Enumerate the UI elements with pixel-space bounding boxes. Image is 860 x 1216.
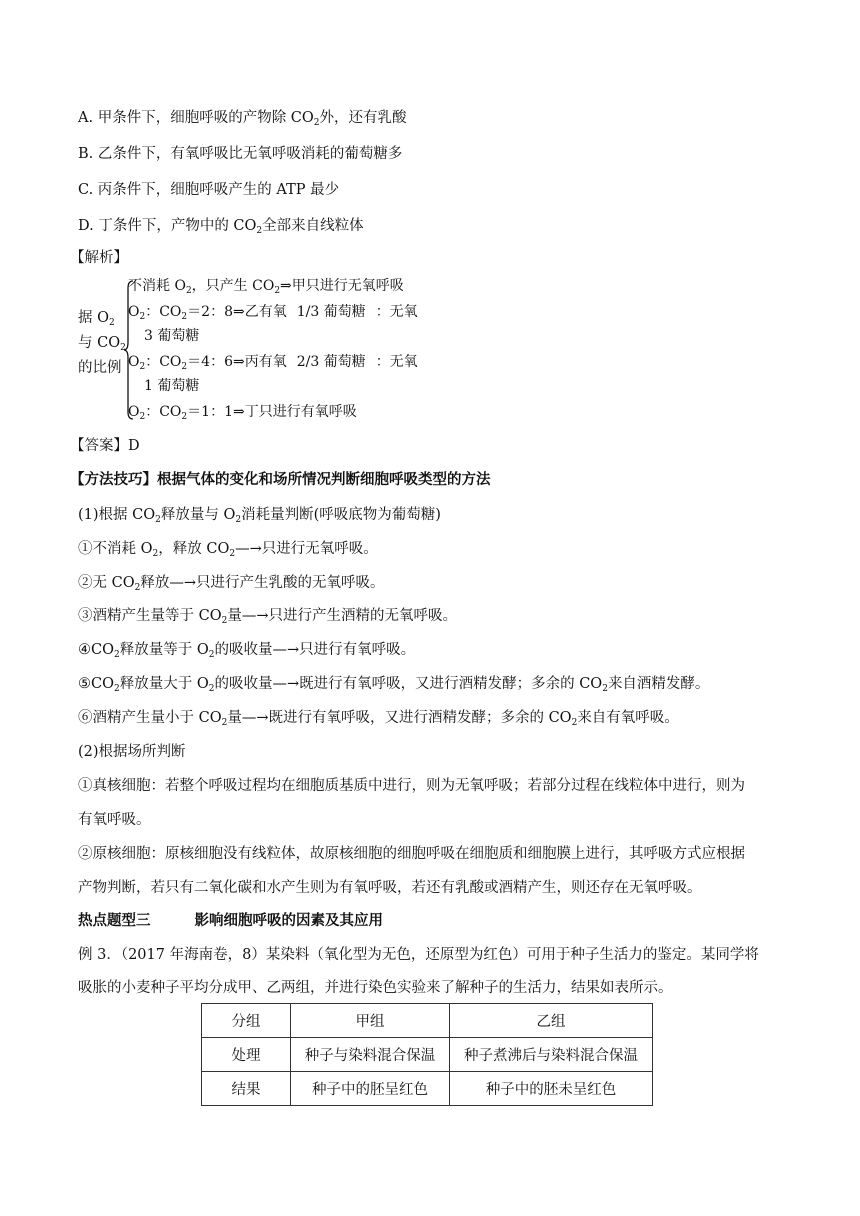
table-cell: 分组 (202, 1004, 291, 1038)
example-line1: 例 3．（2017 年海南卷，8）某染料（氧化型为无色，还原型为红色）可用于种子生活力的鉴定。某同学将 (78, 947, 759, 963)
left-brace-icon (124, 280, 134, 420)
brace-row-bing: $O_2$：$CO_2=4$：6⇒丙有氧 2/3 葡萄糖 ：无氧 (128, 354, 418, 372)
example-line2: 吸胀的小麦种子平均分成甲、乙两组，并进行染色实验来了解种子的生活力，结果如表所示。 (78, 980, 673, 996)
table-cell: 种子中的胚呈红色 (291, 1072, 450, 1106)
table-cell: 乙组 (450, 1004, 653, 1038)
brace-row-ding: $O_2$：$CO_2=1$：1⇒丁只进行有氧呼吸 (128, 404, 357, 422)
table-cell: 种子煮沸后与染料混合保温 (450, 1038, 653, 1072)
method-j2-line1: ②原核细胞：原核细胞没有线粒体，故原核细胞的细胞呼吸在细胞质和细胞膜上进行，其呼吸方式应根据 (78, 846, 745, 862)
analysis-heading: 【解析】 (70, 250, 128, 266)
method-j1-line1: ①真核细胞：若整个呼吸过程均在细胞质基质中进行，则为无氧呼吸；若部分过程在线粒体中进行，则为 (78, 778, 745, 794)
option-d: D. 丁条件下，产物中的 $CO_2$全部来自线粒体 (78, 218, 364, 236)
table-row (202, 1072, 653, 1106)
option-a: A. 甲条件下，细胞呼吸的产物除 $CO_2$外，还有乳酸 (78, 110, 407, 128)
section-heading: 热点题型三 影响细胞呼吸的因素及其应用 (78, 913, 383, 929)
brace-row-yi-b: 3 葡萄糖 (144, 328, 200, 344)
results-table (201, 1003, 653, 1106)
brace-row-yi: $O_2$：$CO_2=2$：8⇒乙有氧 1/3 葡萄糖 ：无氧 (128, 304, 418, 322)
brace-row-jia: 不消耗 $O_2$，只产生 $CO_2\Rightarrow$甲只进行无氧呼吸 (128, 278, 404, 296)
method-item-3: ③酒精产生量等于 $CO_2$量—→只进行产生酒精的无氧呼吸。 (78, 608, 457, 626)
option-b: B. 乙条件下，有氧呼吸比无氧呼吸消耗的葡萄糖多 (78, 146, 403, 162)
method-item-6: ⑥酒精产生量小于 $CO_2$量—→既进行有氧呼吸，又进行酒精发酵；多余的 $CO_2$来自有氧呼吸。 (78, 710, 679, 728)
brace-row-bing-b: 1 葡萄糖 (144, 378, 200, 394)
table-cell: 种子中的胚未呈红色 (450, 1072, 653, 1106)
option-c: C. 丙条件下，细胞呼吸产生的 ATP 最少 (78, 182, 340, 198)
table-cell: 种子与染料混合保温 (291, 1038, 450, 1072)
analysis-brace-block (78, 276, 498, 428)
method-j2-line2: 产物判断，若只有二氧化碳和水产生则为有氧呼吸，若还有乳酸或酒精产生，则还存在无氧呼吸。 (78, 880, 702, 896)
method-p2: (2)根据场所判断 (78, 744, 186, 760)
table-row (202, 1038, 653, 1072)
method-item-5: $⑤CO_2$释放量大于 $O_2$的吸收量—→既进行有氧呼吸，又进行酒精发酵；多余的 $CO_2$来自酒精发酵。 (78, 676, 710, 694)
method-j1-line2: 有氧呼吸。 (78, 812, 151, 828)
table-cell: 结果 (202, 1072, 291, 1106)
table-cell: 甲组 (291, 1004, 450, 1038)
brace-label: 据 $O_2$ 与 $CO_2$ 的比例 (78, 310, 126, 376)
answer-line: 【答案】D (70, 438, 140, 454)
table-header-row (202, 1004, 653, 1038)
method-item-2: ②无 $CO_2$释放—→只进行产生乳酸的无氧呼吸。 (78, 575, 385, 593)
method-item-4: $④CO_2$释放量等于 $O_2$的吸收量—→只进行有氧呼吸。 (78, 642, 416, 660)
method-p1: (1)根据 $CO_2$释放量与 $O_2$消耗量判断(呼吸底物为葡萄糖) (78, 507, 441, 525)
method-item-1: ①不消耗 $O_2$，释放 $CO_2—\to$只进行无氧呼吸。 (78, 541, 378, 559)
method-title: 【方法技巧】根据气体的变化和场所情况判断细胞呼吸类型的方法 (70, 472, 491, 488)
table-cell: 处理 (202, 1038, 291, 1072)
